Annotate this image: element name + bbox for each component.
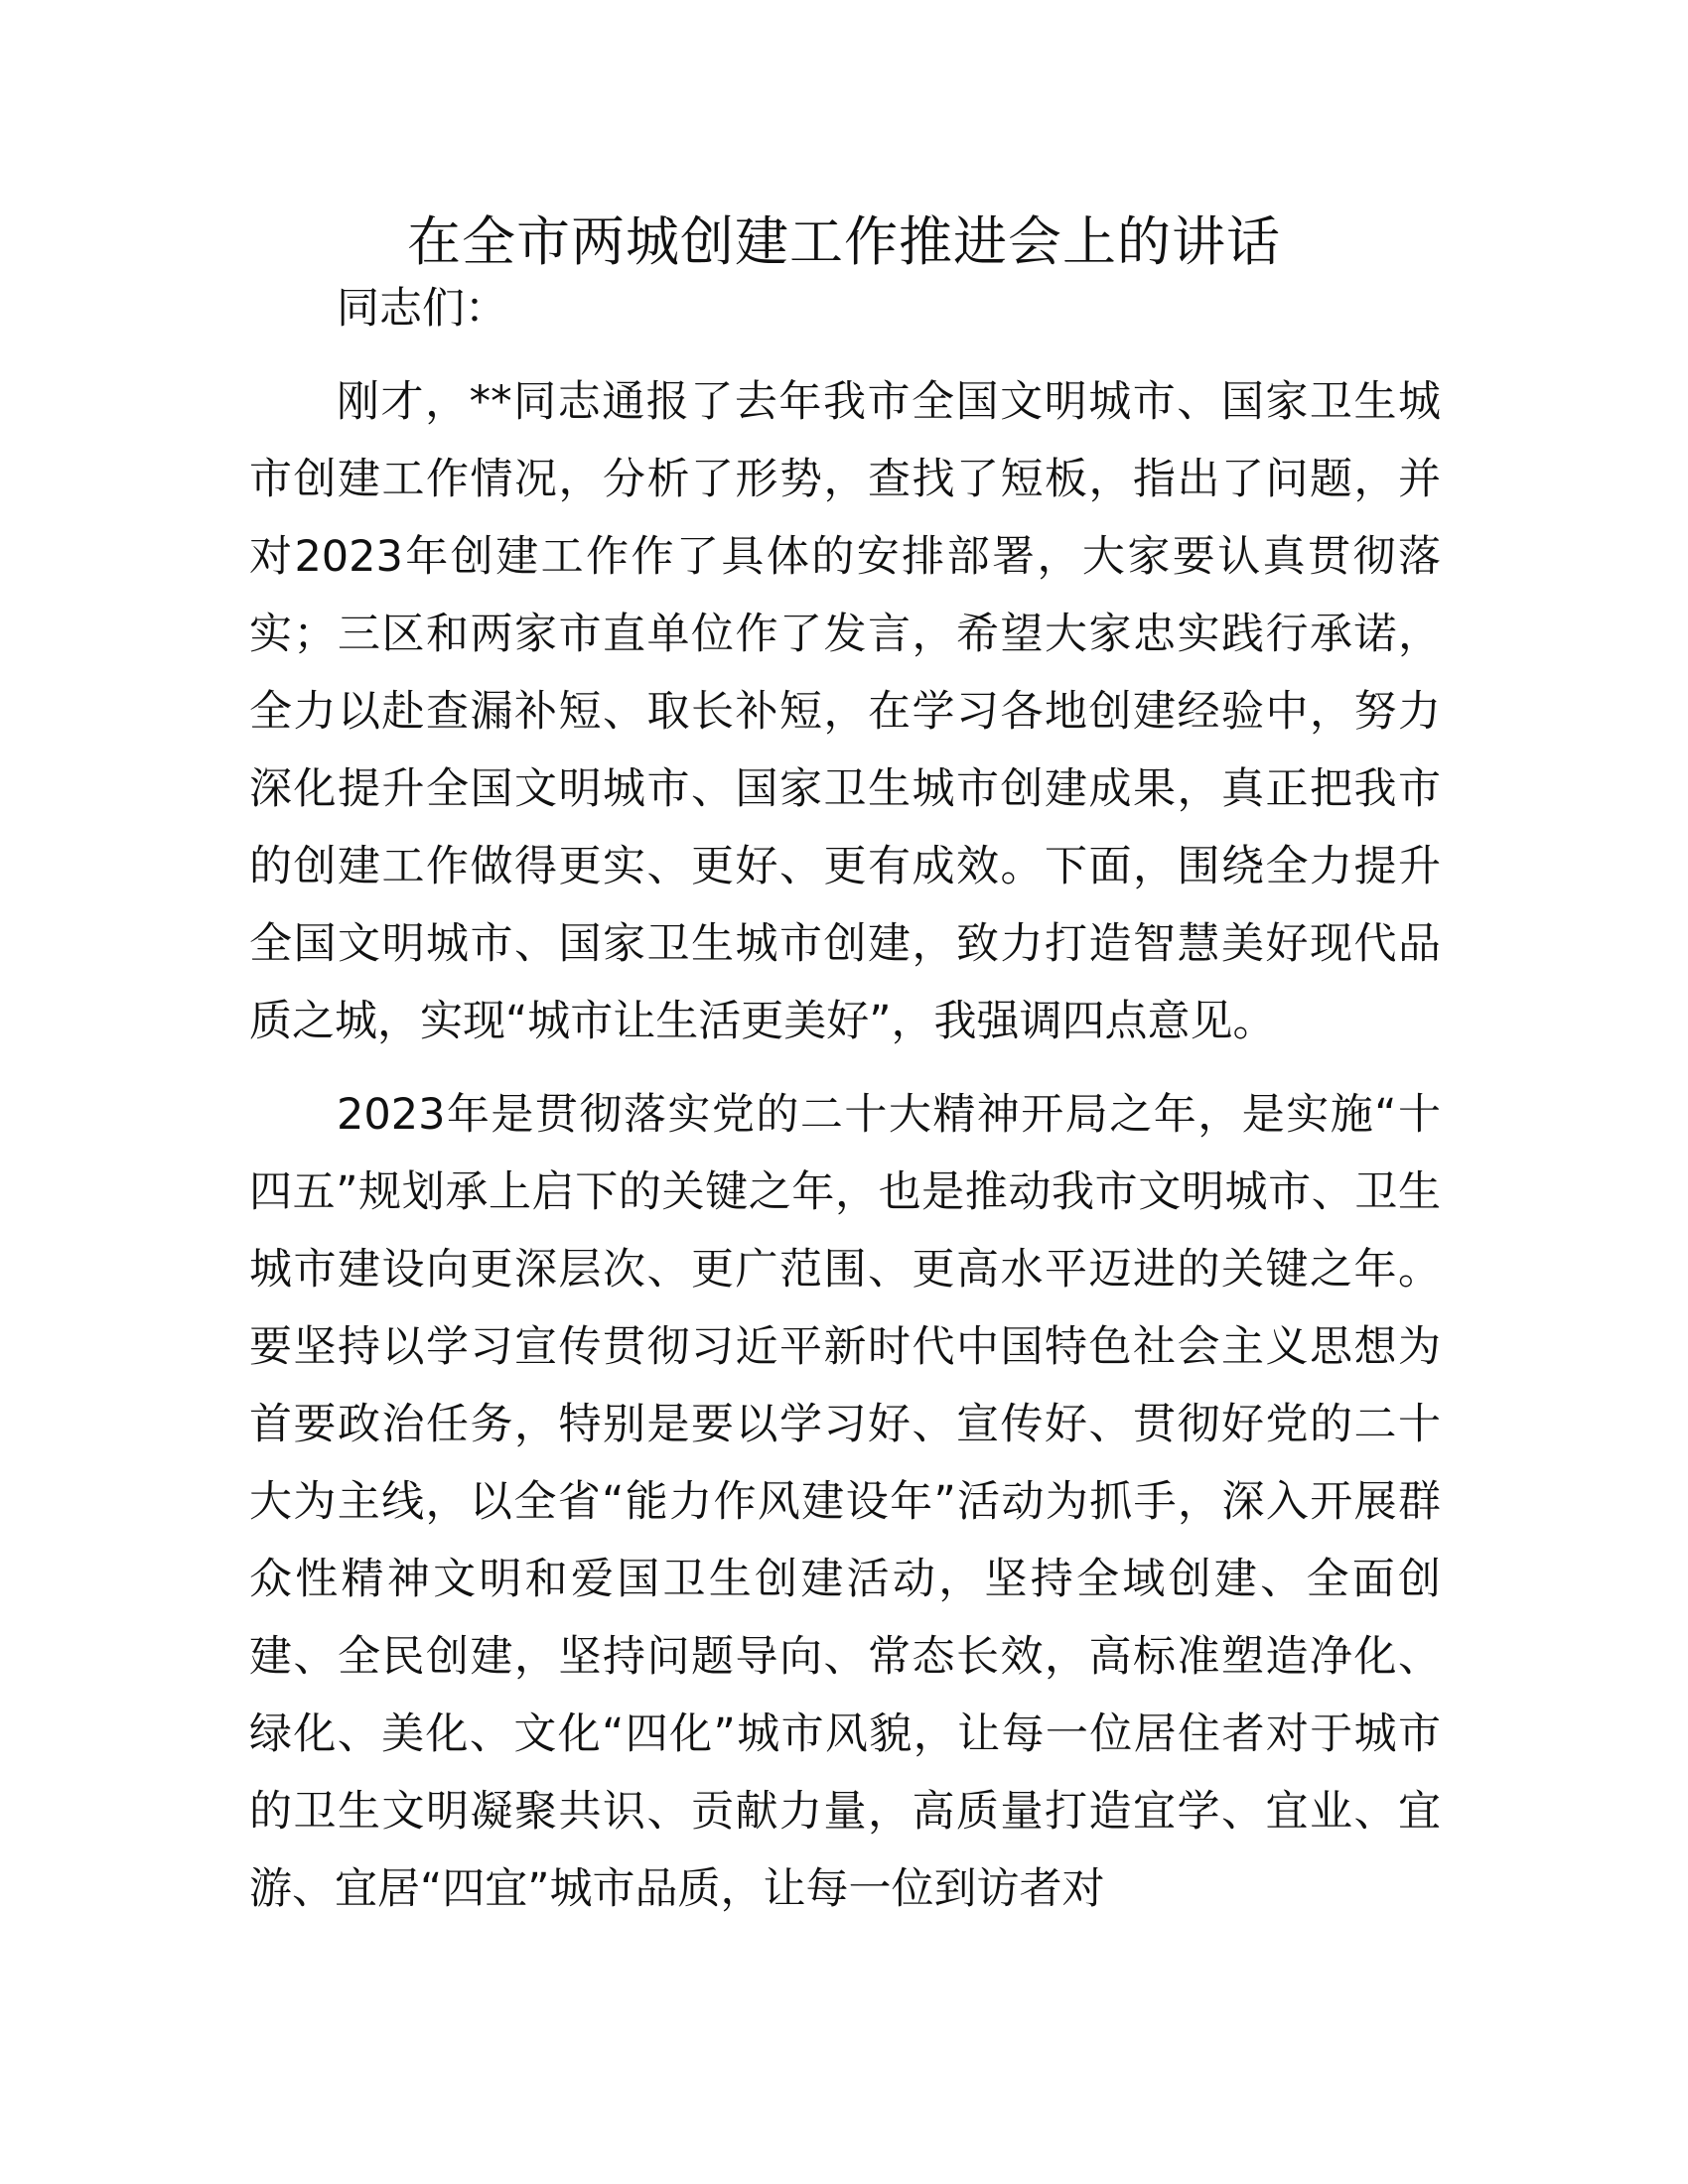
document-body xyxy=(249,270,1441,1928)
paragraph-1: 刚才，**同志通报了去年我市全国文明城市、国家卫生城市创建工作情况，分析了形势，查找了短板，指出了问题，并对2023年创建工作作了具体的安排部署，大家要认真贯彻落实；三区和两家市直单位作了发言，希望大家忠实践行承诺，全力以赴查漏补短、取长补短，在学习各地创建经验中，努力深化提升全国文明城市、国家卫生城市创建成果，真正把我市的创建工作做得更实、更好、更有成效。下面，围绕全力提升全国文明城市、国家卫生城市创建，致力打造智慧美好现代品质之城，实现“城市让生活更美好”，我强调四点意见。 xyxy=(249,377,1441,1046)
document-title: 在全市两城创建工作推进会上的讲话 xyxy=(407,210,1281,273)
paragraph-2: 2023年是贯彻落实党的二十大精神开局之年，是实施“十四五”规划承上启下的关键之年，也是推动我市文明城市、卫生城市建设向更深层次、更广范围、更高水平迈进的关键之年。要坚持以学习宣传贯彻习近平新时代中国特色社会主义思想为首要政治任务，特别是要以学习好、宣传好、贯彻好党的二十大为主线，以全省“能力作风建设年”活动为抓手，深入开展群众性精神文明和爱国卫生创建活动，坚持全域创建、全面创建、全民创建，坚持问题导向、常态长效，高标准塑造净化、绿化、美化、文化“四化”城市风貌，让每一位居住者对于城市的卫生文明凝聚共识、贡献力量，高质量打造宜学、宜业、宜游、宜居“四宜”城市品质，让每一位到访者对 xyxy=(249,1090,1441,1914)
salutation: 同志们： xyxy=(337,284,507,334)
